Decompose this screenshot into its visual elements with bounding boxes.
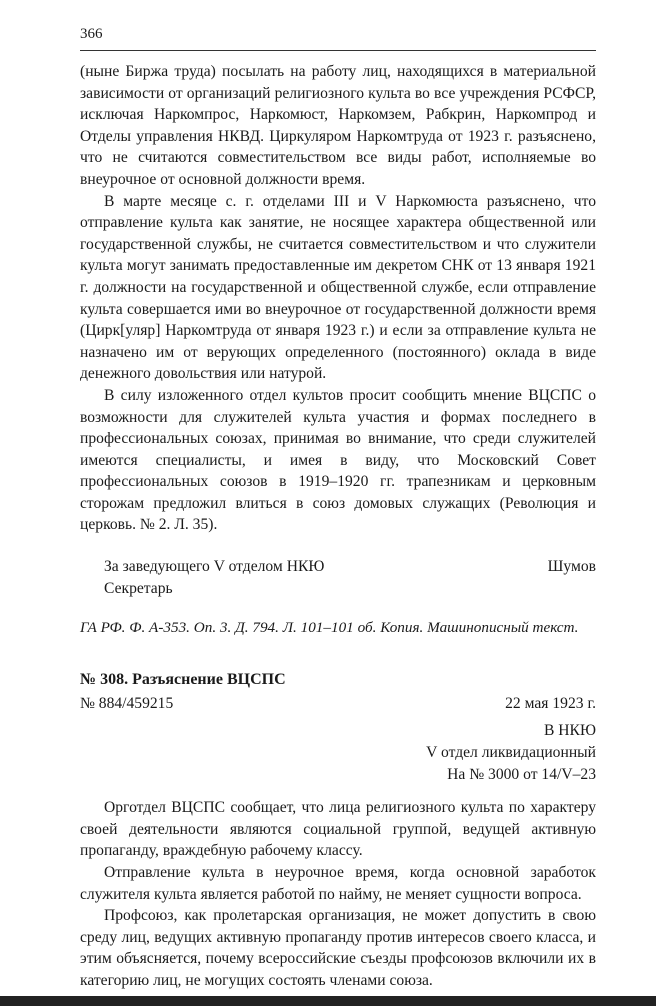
paragraph: В силу изложенного отдел культов просит сообщить мнение ВЦСПС о возможности для служителей культа участия и формах последнего в профессиональных союзах, принимая во внимание, что среди служителей имеются специалисты, и имея в виду, что Московский Совет профессиональных союзов в 1919–1920 гг. трапезникам и церковным сторожам предложил влиться в союз домовых служащих (Революция и церковь. № 2. Л. 35). <box>80 386 596 534</box>
document-date: 22 мая 1923 г. <box>505 694 596 712</box>
signatory-position: За заведующего V отделом НКЮ <box>104 558 325 576</box>
document-title: № 308. Разъяснение ВЦСПС <box>80 670 286 688</box>
document-body <box>80 797 596 991</box>
document-meta <box>80 693 596 715</box>
paragraph: Профсоюз, как пролетарская организация, не может допустить в свою среду лиц, ведущих активную пропаганду против интересов своего класса, и этим объясняется, почему всероссийские съезды профсоюзов включили их в категорию лиц, не могущих состоять членами союза. <box>80 907 596 989</box>
document-number: № 884/459215 <box>80 694 174 712</box>
secretary-row <box>80 578 596 600</box>
addressee-line: V отдел ликвидационный <box>426 744 596 762</box>
header-rule <box>80 50 596 51</box>
signature-block <box>80 556 596 599</box>
addressee-line: В НКЮ <box>544 722 596 740</box>
addressee-block <box>80 720 596 785</box>
previous-document-body <box>80 61 596 536</box>
paragraph-continuation: (ныне Биржа труда) посылать на работу лиц, находящихся в материальной зависимости от организаций религиозного культа во все учреждения РСФСР, исключая Наркомпрос, Наркомюст, Наркомзем, Рабкрин, Наркомпрод и Отделы управления НКВД. Циркуляром Наркомтруда от 1923 г. разъяснено, что не считаются совместительством все виды работ, исполняемые во внеурочное от основной должности время. <box>80 63 596 188</box>
book-page <box>80 24 596 992</box>
paragraph: Отправление культа в неурочное время, когда основной заработок служителя культа является работой по найму, не меняет сущности вопроса. <box>80 864 596 903</box>
archive-source: ГА РФ. Ф. А-353. Оп. 3. Д. 794. Л. 101–101 об. Копия. Машинописный текст. <box>80 619 579 637</box>
addressee-line: На № 3000 от 14/V–23 <box>447 765 596 783</box>
secretary-label: Секретарь <box>104 579 173 597</box>
paragraph: В марте месяце с. г. отделами III и V Наркомюста разъяснено, что отправление культа как занятие, не носящее характера общественной или государственной службы, не считается совместительством и что служители культа могут занимать предоставленные им декретом СНК от 13 января 1921 г. должности на государственной и общественной службе, если отправление культа совершается ими во внеурочное от государственной должности время (Цирк[уляр] Наркомтруда от января 1923 г.) и если за отправление культа не назначено им от верующих определенного (постоянного) оклада в виде денежного довольствия или натурой. <box>80 192 596 383</box>
scan-bottom-edge <box>0 996 656 1006</box>
signature-row <box>80 556 596 578</box>
page-number: 366 <box>80 26 103 42</box>
paragraph: Орготдел ВЦСПС сообщает, что лица религиозного культа по характеру своей деятельности являются социальной группой, ведущей активную пропаганду, враждебную рабочему классу. <box>80 799 596 860</box>
signatory-name: Шумов <box>547 558 596 576</box>
